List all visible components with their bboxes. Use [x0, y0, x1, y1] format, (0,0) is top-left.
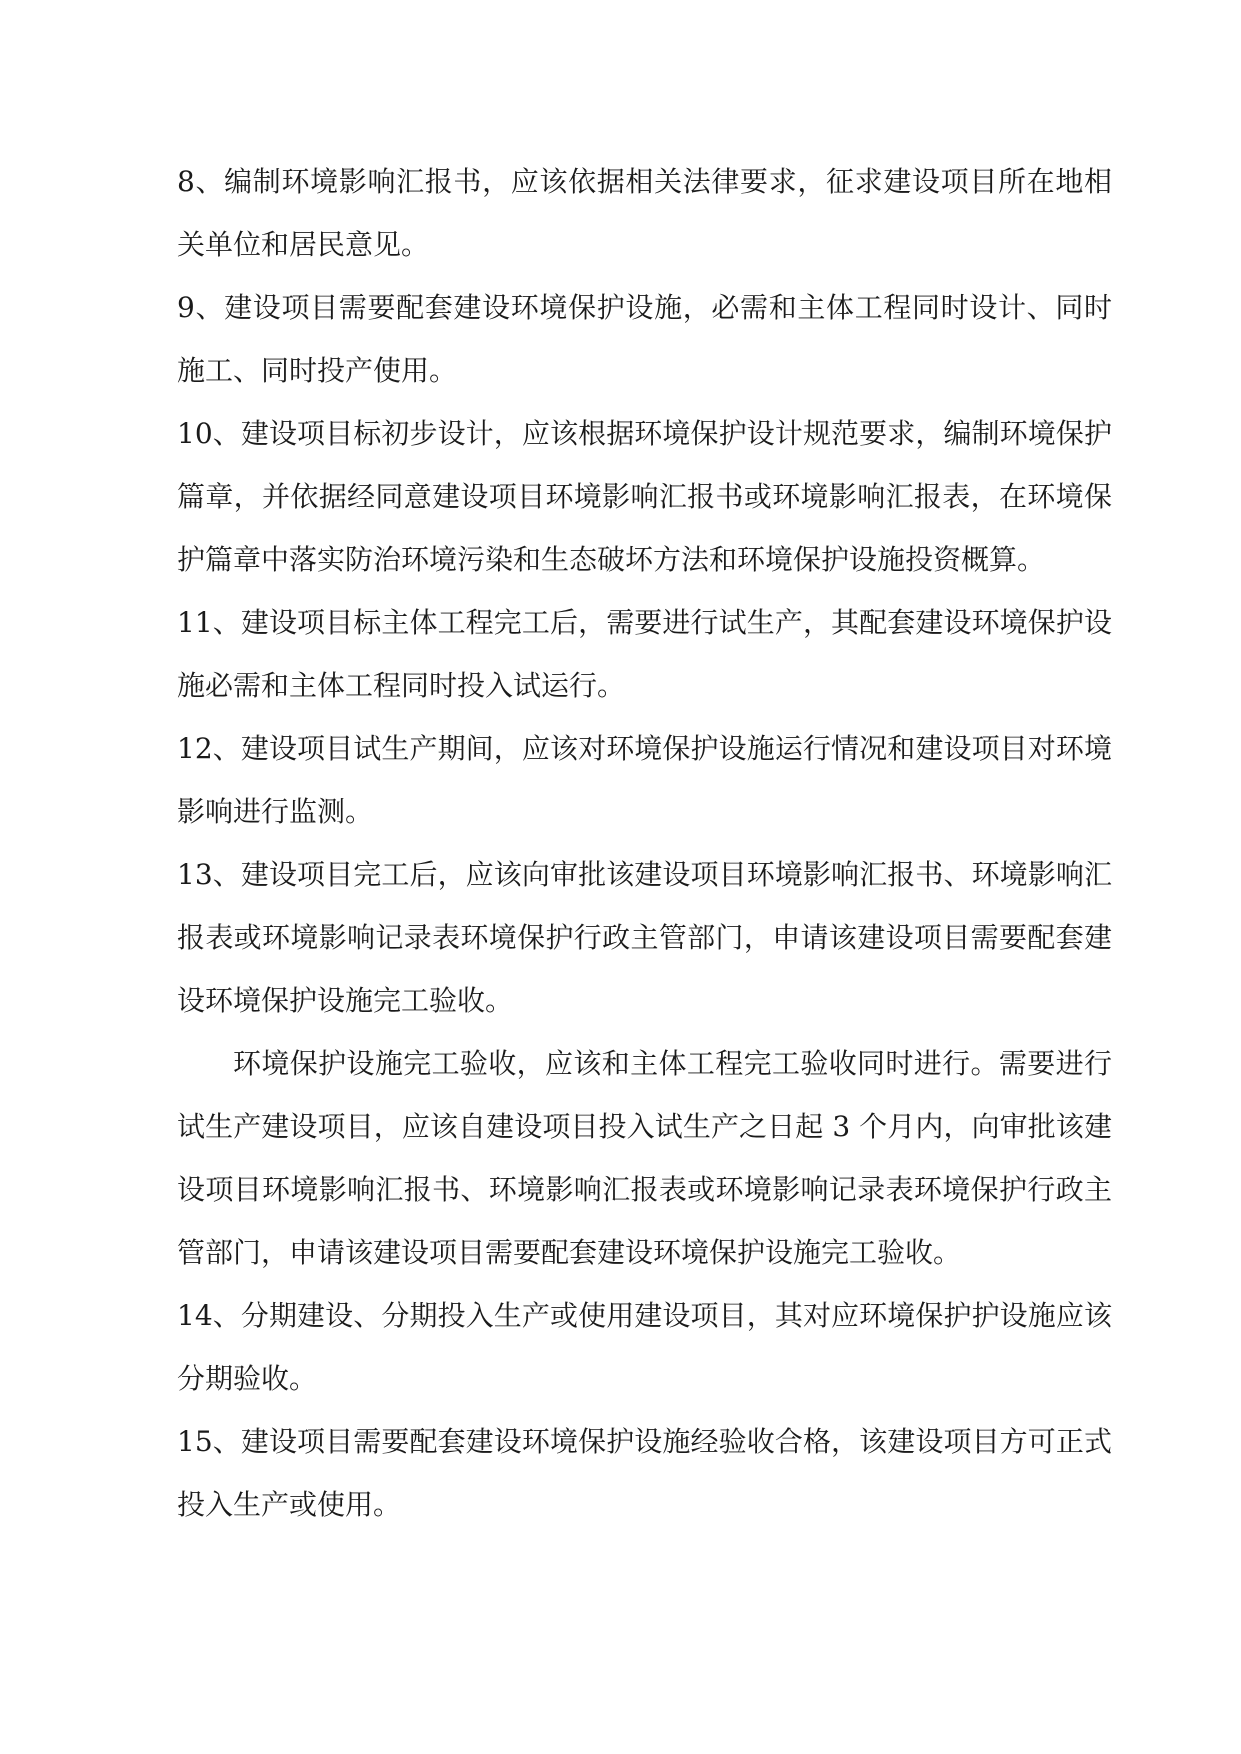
paragraph-item-8: 8、编制环境影响汇报书，应该依据相关法律要求，征求建设项目所在地相关单位和居民意见。: [177, 165, 1112, 261]
paragraph-item-14: 14、分期建设、分期投入生产或使用建设项目，其对应环境保护护设施应该分期验收。: [177, 1299, 1112, 1395]
paragraph-item-12: 12、建设项目试生产期间，应该对环境保护设施运行情况和建设项目对环境影响进行监测。: [177, 732, 1112, 828]
paragraph-item-11: 11、建设项目标主体工程完工后，需要进行试生产，其配套建设环境保护设施必需和主体工程同时投入试运行。: [177, 606, 1112, 702]
paragraph-item-13: 13、建设项目完工后，应该向审批该建设项目环境影响汇报书、环境影响汇报表或环境影响记录表环境保护行政主管部门，申请该建设项目需要配套建设环境保护设施完工验收。: [177, 858, 1112, 1017]
paragraph-item-15: 15、建设项目需要配套建设环境保护设施经验收合格，该建设项目方可正式投入生产或使用。: [177, 1425, 1112, 1521]
paragraph-item-9: 9、建设项目需要配套建设环境保护设施，必需和主体工程同时设计、同时施工、同时投产使用。: [177, 291, 1112, 387]
paragraph-item-10: 10、建设项目标初步设计，应该根据环境保护设计规范要求，编制环境保护篇章，并依据经同意建设项目环境影响汇报书或环境影响汇报表，在环境保护篇章中落实防治环境污染和生态破坏方法和环境保护设施投资概算。: [177, 417, 1112, 576]
document-body: [177, 150, 1112, 1536]
paragraph-item-13-detail: 环境保护设施完工验收，应该和主体工程完工验收同时进行。需要进行试生产建设项目，应该自建设项目投入试生产之日起 3 个月内，向审批该建设项目环境影响汇报书、环境影响汇报表或环境影响记录表环境保护行政主管部门，申请该建设项目需要配套建设环境保护设施完工验收。: [177, 1047, 1112, 1269]
